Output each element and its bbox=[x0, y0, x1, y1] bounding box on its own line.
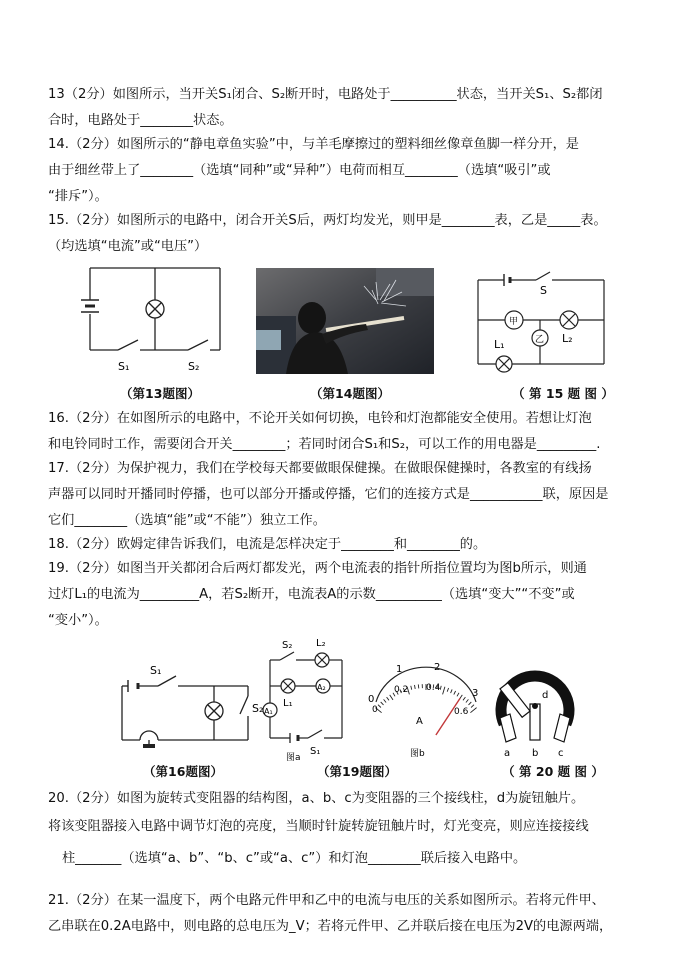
fig19b-tick-mark bbox=[469, 702, 472, 705]
fig15-label-l1: L₁ bbox=[494, 338, 505, 351]
question-14-line-1: 14.（2分）如图所示的“静电章鱼实验”中，与羊毛摩擦过的塑料细丝像章鱼脚一样分开，是 bbox=[48, 137, 579, 152]
fig19b-tick-mark bbox=[411, 686, 412, 690]
figure-20-rheostat bbox=[488, 660, 582, 760]
fig19a-subcaption: 图a bbox=[286, 753, 301, 763]
question-20 bbox=[48, 786, 648, 872]
fig20-label-a: a bbox=[504, 748, 511, 759]
fig19b-tick-0-4: 0.4 bbox=[426, 683, 441, 693]
fig19b-tick-mark bbox=[471, 705, 474, 708]
fig19a-label-l1: L₁ bbox=[283, 698, 293, 709]
caption-figure-19: （第19题图） bbox=[317, 764, 397, 779]
question-14-line-2: 由于细丝带上了________（选填“同种”或“异种”）电荷而相互________（选填“吸引”或 bbox=[48, 163, 551, 178]
question-17-line-1: 17.（2分）为保护视力，我们在学校每天都要做眼保健操。在做眼保健操时，各教室的有线扬 bbox=[48, 461, 592, 476]
fig19b-tick-0-2: 0.2 bbox=[394, 685, 409, 695]
fig19b-tick-mark bbox=[384, 699, 387, 702]
fig19b-tick-mark bbox=[470, 708, 476, 713]
question-19-line-1: 19.（2分）如图当开关都闭合后两灯都发光，两个电流表的指针所指位置均为图b所示，则通 bbox=[48, 561, 587, 576]
fig16-label-s1: S₁ bbox=[150, 664, 162, 677]
fig19b-tick-0: 0 bbox=[372, 705, 378, 715]
fig19b-tick-0-6: 0.6 bbox=[454, 707, 469, 717]
question-19-line-3: “变小”）。 bbox=[48, 613, 108, 628]
fig19b-tick-mark bbox=[443, 687, 445, 695]
fig16-label-s2: S₂ bbox=[252, 702, 264, 715]
fig19a-label-s2: S₂ bbox=[282, 640, 293, 651]
fig19b-tick-mark bbox=[381, 702, 384, 705]
fig19b-tick-0-top: 0 bbox=[368, 694, 375, 705]
fig19b-tick-mark bbox=[454, 691, 456, 695]
fig19b-subcaption: 图b bbox=[410, 749, 425, 759]
fig19b-tick-1: 1 bbox=[396, 664, 403, 675]
question-16-line-1: 16.（2分）在如图所示的电路中，不论开关如何切换，电铃和灯泡都能安全使用。若想让灯泡 bbox=[48, 411, 592, 426]
caption-figure-16: （第16题图） bbox=[143, 764, 223, 779]
figure-13-circuit bbox=[80, 262, 230, 380]
fig19b-tick-3: 3 bbox=[472, 688, 479, 699]
fig19a-label-a2: A₂ bbox=[317, 683, 326, 692]
fig20-label-b: b bbox=[532, 748, 539, 759]
fig15-label-l2: L₂ bbox=[562, 332, 573, 345]
question-14 bbox=[48, 132, 648, 210]
caption-figure-13: （第13题图） bbox=[120, 386, 200, 401]
fig19b-tick-mark bbox=[378, 705, 381, 708]
fig20-label-c: c bbox=[558, 748, 564, 759]
fig19b-tick-mark bbox=[390, 695, 393, 700]
fig19b-tick-mark bbox=[418, 684, 419, 688]
figure-19a-circuit bbox=[258, 634, 358, 762]
question-15 bbox=[48, 208, 648, 260]
fig19b-tick-mark bbox=[415, 685, 416, 689]
question-14-line-3: “排斥”）。 bbox=[48, 189, 108, 204]
fig19a-label-a1: A₁ bbox=[264, 707, 273, 716]
question-17-line-2: 声器可以同时开播同时停播，也可以部分开播或停播，它们的连接方式是___________联，原因是 bbox=[48, 487, 609, 502]
question-17-line-3: 它们________（选填“能”或“不能”）独立工作。 bbox=[48, 513, 326, 528]
question-21 bbox=[48, 888, 648, 940]
question-21-line-2: 乙串联在0.2A电路中，则电路的总电压为_V；若将元件甲、乙并联后接在电压为2V的电源两端， bbox=[48, 919, 613, 934]
fig15-label-jia: 甲 bbox=[509, 317, 519, 327]
fig19b-tick-mark bbox=[447, 688, 448, 692]
fig19b-tick-mark bbox=[440, 686, 441, 690]
question-13 bbox=[48, 82, 648, 134]
question-16 bbox=[48, 406, 648, 458]
caption-figure-14: （第14题图） bbox=[310, 386, 390, 401]
question-13-line-1: 13（2分）如图所示，当开关S₁闭合、S₂断开时，电路处于__________状态，当开关S₁、S₂都闭 bbox=[48, 87, 603, 102]
figure-14-photo bbox=[256, 268, 434, 374]
question-15-line-2: （均选填“电流”或“电压”） bbox=[48, 239, 208, 254]
question-21-line-1: 21.（2分）在某一温度下，两个电路元件甲和乙中的电流与电压的关系如图所示。若将元件甲、 bbox=[48, 893, 605, 908]
fig19b-tick-mark bbox=[451, 689, 453, 693]
figure-19b-ammeter bbox=[366, 652, 486, 762]
question-16-line-2: 和电铃同时工作，需要闭合开关________；若同时闭合S₁和S₂，可以工作的用电器是_________. bbox=[48, 437, 601, 452]
fig20-label-d: d bbox=[542, 690, 549, 701]
question-18-line-1: 18.（2分）欧姆定律告诉我们，电流是怎样决定于________和________的。 bbox=[48, 537, 487, 552]
fig19a-label-s1: S₁ bbox=[310, 746, 321, 757]
figure-16-circuit bbox=[118, 660, 264, 760]
fig15-label-s: S bbox=[540, 284, 547, 297]
question-15-line-1: 15.（2分）如图所示的电路中，闭合开关S后，两灯均发光，则甲是________表，乙是_____表。 bbox=[48, 213, 607, 228]
question-19-line-2: 过灯L₁的电流为_________A，若S₂断开，电流表A的示数__________（选填“变大”“不变”或 bbox=[48, 587, 575, 602]
question-20-line-3: 柱_______（选填“a、b”、“b、c”或“a、c”）和灯泡________联后接入电路中。 bbox=[62, 851, 527, 866]
fig15-label-yi: 乙 bbox=[535, 335, 545, 345]
question-18 bbox=[48, 532, 648, 558]
fig19b-tick-mark bbox=[463, 697, 465, 700]
fig19b-tick-2: 2 bbox=[434, 662, 441, 673]
question-19 bbox=[48, 556, 648, 634]
fig13-label-s2: S₂ bbox=[188, 360, 200, 373]
fig19b-tick-mark bbox=[457, 693, 459, 697]
caption-figure-15: （ 第 15 题 图 ） bbox=[512, 386, 614, 401]
figure-15-circuit bbox=[474, 268, 608, 376]
question-13-line-2: 合时，电路处于________状态。 bbox=[48, 113, 233, 128]
caption-figure-20: （ 第 20 题 图 ） bbox=[502, 764, 604, 779]
fig19a-label-l2: L₂ bbox=[316, 638, 326, 649]
fig19b-tick-mark bbox=[466, 699, 469, 702]
question-20-line-1: 20.（2分）如图为旋转式变阻器的结构图，a、b、c为变阻器的三个接线柱，d为旋钮触片。 bbox=[48, 791, 585, 806]
fig13-label-s1: S₁ bbox=[118, 360, 130, 373]
fig19b-unit: A bbox=[416, 716, 423, 727]
question-17 bbox=[48, 456, 648, 534]
question-20-line-2: 将该变阻器接入电路中调节灯泡的亮度，当顺时针旋转旋钮触片时，灯光变亮，则应连接接线 bbox=[48, 819, 589, 834]
fig19b-tick-mark bbox=[387, 697, 389, 700]
